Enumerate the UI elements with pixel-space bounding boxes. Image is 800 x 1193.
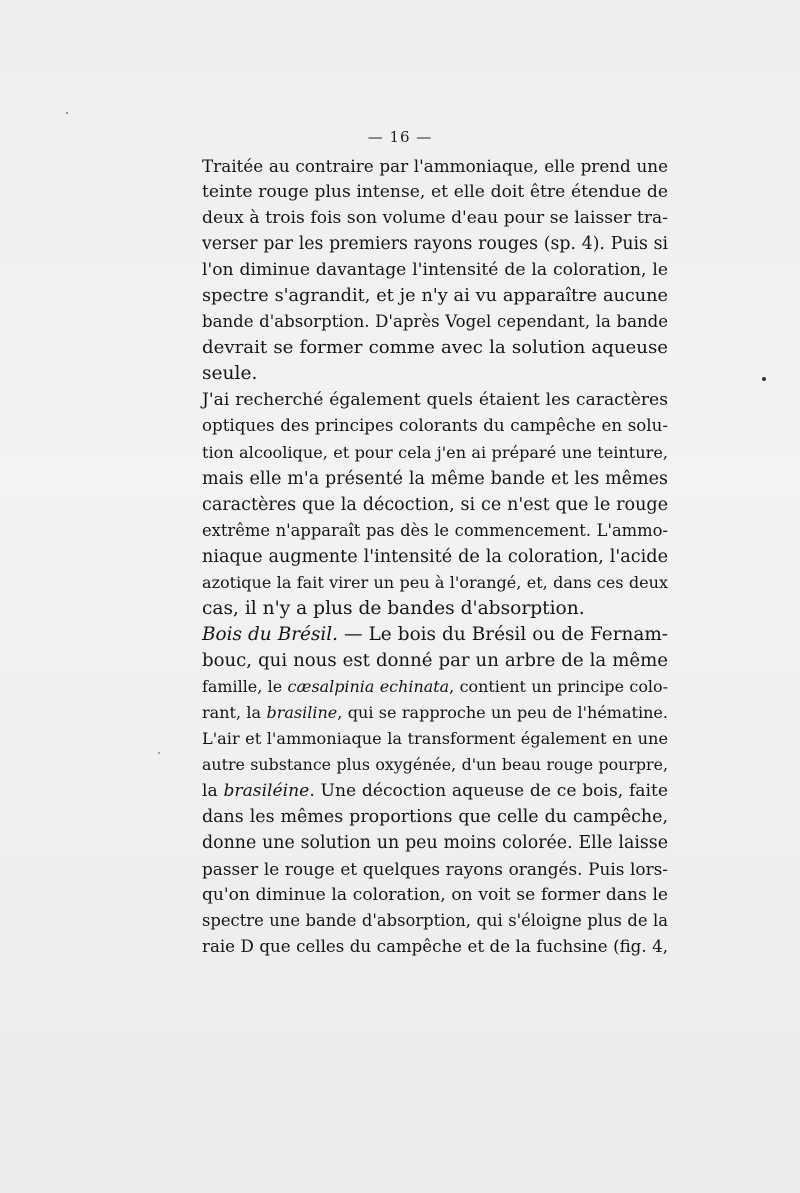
- text-line: donne une solution un peu moins colorée. Elle laisse: [202, 833, 668, 854]
- margin-speck: [66, 112, 68, 114]
- text-line: tion alcoolique, et pour cela j'en ai préparé une teinture,: [202, 442, 668, 462]
- text-line: mais elle m'a présenté la même bande et les mêmes: [202, 468, 668, 489]
- text-line: l'on diminue davantage l'intensité de la coloration, le: [202, 260, 668, 281]
- text-line: raie D que celles du campêche et de la fuchsine (fig. 4,: [202, 937, 668, 957]
- text-line: optiques des principes colorants du campêche en solu-: [202, 416, 668, 436]
- text-line: qu'on diminue la coloration, on voit se former dans le: [202, 885, 668, 906]
- text-line: devrait se former comme avec la solution aqueuse: [202, 337, 668, 359]
- text-line: famille, le cæsalpinia echinata, contient un principe colo-: [202, 676, 669, 696]
- body-text: [202, 153, 668, 960]
- text-line: azotique la fait virer un peu à l'orangé, et, dans ces deux: [202, 572, 668, 592]
- text-line: deux à trois fois son volume d'eau pour se laisser tra-: [202, 208, 668, 229]
- text-line: J'ai recherché également quels étaient les caractères: [202, 390, 668, 411]
- text-line: seule.: [202, 363, 258, 385]
- text-line: niaque augmente l'intensité de la coloration, l'acide: [202, 546, 668, 567]
- text-line: spectre une bande d'absorption, qui s'éloigne plus de la: [202, 911, 668, 931]
- text-line: caractères que la décoction, si ce n'est que le rouge: [202, 494, 668, 515]
- text-line: bande d'absorption. D'après Vogel cependant, la bande: [202, 312, 668, 332]
- text-line: la brasiléine. Une décoction aqueuse de ce bois, faite: [202, 781, 668, 802]
- margin-speck: [158, 752, 160, 754]
- text-line: rant, la brasiline, qui se rapproche un peu de l'hématine.: [202, 702, 668, 722]
- text-line: passer le rouge et quelques rayons orangés. Puis lors-: [202, 859, 668, 880]
- text-line: extrême n'apparaît pas dès le commencement. L'ammo-: [202, 520, 668, 540]
- text-line: Bois du Brésil. — Le bois du Brésil ou de Fernam-: [202, 623, 668, 645]
- text-line: verser par les premiers rayons rouges (sp. 4). Puis si: [202, 234, 668, 255]
- text-line: cas, il n'y a plus de bandes d'absorption.: [202, 597, 585, 619]
- text-line: autre substance plus oxygénée, d'un beau rouge pourpre,: [202, 755, 668, 775]
- text-line: spectre s'agrandit, et je n'y ai vu apparaître aucune: [202, 286, 668, 307]
- margin-speck: [762, 377, 766, 381]
- text-line: dans les mêmes proportions que celle du campêche,: [202, 807, 668, 828]
- text-line: teinte rouge plus intense, et elle doit être étendue de: [202, 182, 668, 203]
- text-line: L'air et l'ammoniaque la transforment également en une: [202, 729, 668, 749]
- text-line: Traitée au contraire par l'ammoniaque, elle prend une: [202, 156, 668, 176]
- page-number: — 16 —: [367, 128, 433, 146]
- text-line: bouc, qui nous est donné par un arbre de la même: [202, 649, 668, 671]
